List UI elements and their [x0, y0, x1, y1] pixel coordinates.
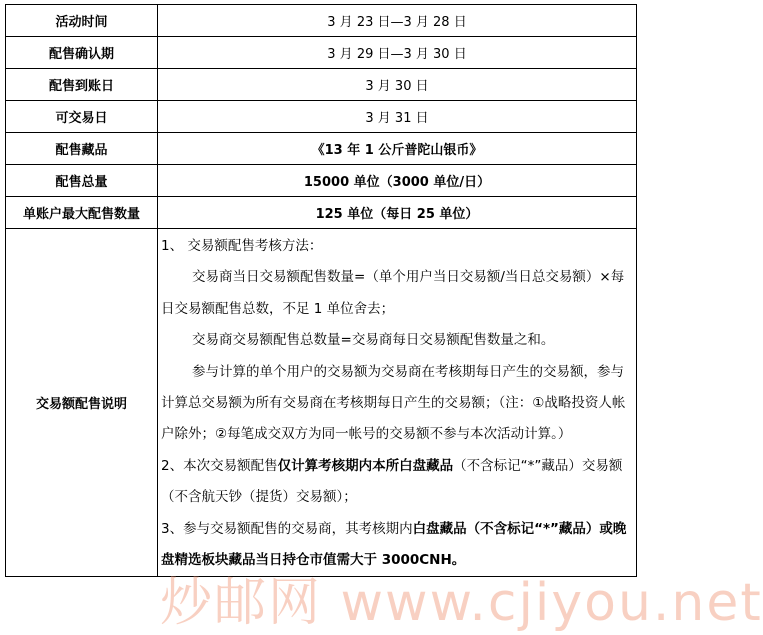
row-value: 15000 单位（3000 单位/日） — [158, 165, 637, 197]
desc-p5 — [161, 451, 632, 514]
row-value: 3 月 23 日—3 月 28 日 — [158, 5, 637, 37]
bold-text: 白盘藏品（不含标记“*”藏品）或晚盘精选板块藏品当日持仓市值需大于 3000CNH。 — [161, 520, 627, 569]
table-row — [6, 37, 637, 69]
row-label: 配售到账日 — [6, 69, 158, 101]
sale-info-table — [5, 4, 637, 577]
row-label: 配售确认期 — [6, 37, 158, 69]
desc-p6 — [161, 514, 632, 577]
description-label: 交易额配售说明 — [6, 229, 158, 577]
watermark: 炒邮网 www.cjiyou.net — [160, 573, 763, 633]
text: 3、参与交易额配售的交易商，其考核期内 — [161, 520, 413, 537]
table-row — [6, 229, 637, 577]
desc-p3: 交易商交易额配售总数量=交易商每日交易额配售数量之和。 — [192, 332, 555, 349]
row-label: 可交易日 — [6, 101, 158, 133]
table-row — [6, 197, 637, 229]
text: （不含标记“*”藏品）交易额（不含航天钞（提货）交易额）； — [161, 457, 623, 506]
row-value: 125 单位（每日 25 单位） — [158, 197, 637, 229]
description-content — [158, 229, 637, 577]
row-value: 3 月 30 日 — [158, 69, 637, 101]
table-row — [6, 165, 637, 197]
table-row — [6, 101, 637, 133]
text: 2、本次交易额配售 — [161, 457, 278, 474]
table-row — [6, 5, 637, 37]
desc-p1: 1、 交易额配售考核方法： — [161, 238, 323, 254]
row-label: 单账户最大配售数量 — [6, 197, 158, 229]
row-value: 3 月 31 日 — [158, 101, 637, 133]
bold-text: 仅计算考核期内本所白盘藏品 — [277, 457, 454, 474]
desc-p4: 参与计算的单个用户的交易额为交易商在考核期每日产生的交易额，参与计算总交易额为所有交易商在考核期每日产生的交易额；（注：①战略投资人帐户除外；②每笔成交双方为同一帐号的交易额不参与本次活动计算。） — [161, 363, 626, 443]
row-value: 《13 年 1 公斤普陀山银币》 — [158, 133, 637, 165]
table-row — [6, 69, 637, 101]
row-value: 3 月 29 日—3 月 30 日 — [158, 37, 637, 69]
row-label: 活动时间 — [6, 5, 158, 37]
row-label: 配售藏品 — [6, 133, 158, 165]
table-row — [6, 133, 637, 165]
desc-p2: 交易商当日交易额配售数量=（单个用户当日交易额/当日总交易额）×每日交易额配售总数，不足 1 单位舍去； — [161, 269, 625, 317]
row-label: 配售总量 — [6, 165, 158, 197]
